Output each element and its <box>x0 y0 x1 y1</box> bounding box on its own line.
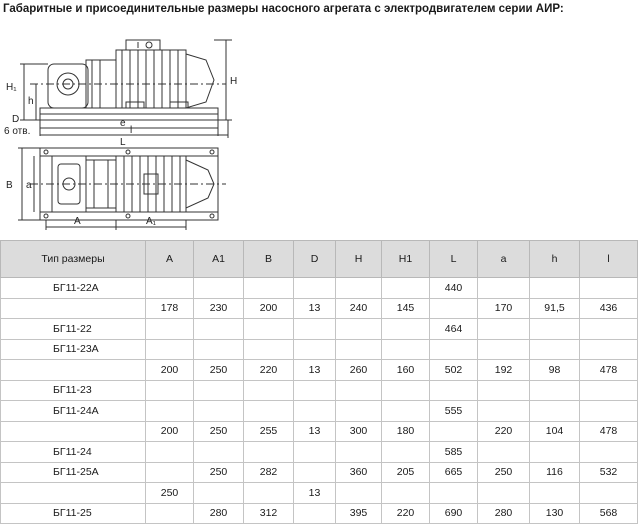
cell-value: 255 <box>244 421 294 442</box>
cell-value <box>294 442 336 463</box>
cell-value <box>530 401 580 422</box>
cell-value <box>294 278 336 299</box>
cell-value: 260 <box>336 360 382 381</box>
cell-value: 282 <box>244 462 294 483</box>
pump-unit-drawing <box>0 24 640 232</box>
cell-value <box>382 380 430 401</box>
cell-value <box>478 442 530 463</box>
cell-value <box>382 483 430 504</box>
cell-value <box>530 278 580 299</box>
cell-value <box>382 442 430 463</box>
table-row <box>1 339 638 360</box>
label-e: e <box>120 118 126 129</box>
cell-value <box>194 401 244 422</box>
cell-value <box>478 380 530 401</box>
cell-value: 13 <box>294 421 336 442</box>
cell-value: 280 <box>478 503 530 524</box>
table-row <box>1 278 638 299</box>
cell-value <box>478 319 530 340</box>
cell-value: 478 <box>580 421 638 442</box>
cell-value: 568 <box>580 503 638 524</box>
header-h-small: h <box>530 241 580 278</box>
cell-value: 312 <box>244 503 294 524</box>
cell-value <box>146 339 194 360</box>
cell-value <box>478 483 530 504</box>
cell-value: 532 <box>580 462 638 483</box>
cell-value <box>336 483 382 504</box>
cell-value: 250 <box>146 483 194 504</box>
cell-value <box>146 380 194 401</box>
cell-value <box>580 319 638 340</box>
cell-value <box>336 278 382 299</box>
table-row <box>1 503 638 524</box>
cell-type: БГ11-22А <box>1 278 146 299</box>
cell-value: 13 <box>294 298 336 319</box>
cell-value: 192 <box>478 360 530 381</box>
side-view <box>20 40 232 138</box>
header-h: H <box>336 241 382 278</box>
cell-value: 104 <box>530 421 580 442</box>
cell-value <box>478 339 530 360</box>
cell-value <box>244 319 294 340</box>
header-a-small: a <box>478 241 530 278</box>
cell-value <box>478 401 530 422</box>
cell-value <box>244 278 294 299</box>
header-l-small: l <box>580 241 638 278</box>
cell-type <box>1 483 146 504</box>
cell-value <box>336 339 382 360</box>
cell-value: 690 <box>430 503 478 524</box>
table-row <box>1 421 638 442</box>
cell-value: 250 <box>194 421 244 442</box>
cell-value <box>194 339 244 360</box>
cell-value: 436 <box>580 298 638 319</box>
cell-value: 220 <box>382 503 430 524</box>
cell-value: 300 <box>336 421 382 442</box>
cell-type: БГ11-23А <box>1 339 146 360</box>
cell-value <box>430 380 478 401</box>
cell-value: 502 <box>430 360 478 381</box>
cell-type: БГ11-22 <box>1 319 146 340</box>
cell-value: 205 <box>382 462 430 483</box>
cell-value <box>382 278 430 299</box>
cell-value <box>244 339 294 360</box>
cell-value <box>244 401 294 422</box>
cell-type <box>1 298 146 319</box>
label-d: D <box>12 114 20 125</box>
cell-value <box>580 483 638 504</box>
cell-value <box>382 319 430 340</box>
page-heading: Габаритные и присоединительные размеры насосного агрегата с электродвигателем серии АИР: <box>3 3 564 15</box>
header-type: Тип размеры <box>1 241 146 278</box>
header-a: A <box>146 241 194 278</box>
cell-value <box>382 401 430 422</box>
cell-value: 13 <box>294 360 336 381</box>
cell-value <box>294 401 336 422</box>
cell-value <box>146 401 194 422</box>
label-B: B <box>6 180 13 191</box>
cell-value: 440 <box>430 278 478 299</box>
cell-value <box>580 380 638 401</box>
table-header-row <box>1 241 638 278</box>
label-A1: A₁ <box>146 216 157 227</box>
label-holes: 6 отв. <box>4 126 31 137</box>
cell-value <box>530 339 580 360</box>
dimensions-table <box>0 240 638 524</box>
label-L: L <box>120 137 126 148</box>
cell-type: БГ11-24А <box>1 401 146 422</box>
cell-value <box>194 483 244 504</box>
cell-value: 200 <box>146 421 194 442</box>
cell-value: 555 <box>430 401 478 422</box>
cell-type <box>1 360 146 381</box>
cell-value <box>146 319 194 340</box>
cell-value <box>530 319 580 340</box>
cell-value <box>530 380 580 401</box>
cell-value: 250 <box>194 462 244 483</box>
cell-value: 464 <box>430 319 478 340</box>
label-a: a <box>26 180 32 191</box>
cell-value: 130 <box>530 503 580 524</box>
cell-type: БГ11-25 <box>1 503 146 524</box>
cell-value: 200 <box>146 360 194 381</box>
cell-value: 250 <box>194 360 244 381</box>
cell-value: 13 <box>294 483 336 504</box>
cell-value: 280 <box>194 503 244 524</box>
cell-value: 665 <box>430 462 478 483</box>
cell-value <box>336 380 382 401</box>
cell-value <box>146 442 194 463</box>
table-row <box>1 462 638 483</box>
cell-type: БГ11-24 <box>1 442 146 463</box>
cell-value <box>194 278 244 299</box>
cell-value <box>294 339 336 360</box>
cell-value: 240 <box>336 298 382 319</box>
table-row <box>1 380 638 401</box>
label-l: l <box>130 125 133 136</box>
cell-value: 116 <box>530 462 580 483</box>
top-view <box>18 148 226 230</box>
cell-value <box>194 380 244 401</box>
label-A: A <box>74 216 81 227</box>
cell-type: БГ11-23 <box>1 380 146 401</box>
cell-value <box>294 380 336 401</box>
cell-value <box>244 380 294 401</box>
cell-value <box>430 298 478 319</box>
table-row <box>1 442 638 463</box>
cell-value: 200 <box>244 298 294 319</box>
header-l-total: L <box>430 241 478 278</box>
cell-value: 478 <box>580 360 638 381</box>
cell-value: 180 <box>382 421 430 442</box>
cell-value: 250 <box>478 462 530 483</box>
cell-value <box>478 278 530 299</box>
cell-value <box>580 339 638 360</box>
table-row <box>1 483 638 504</box>
cell-value <box>430 483 478 504</box>
cell-value: 360 <box>336 462 382 483</box>
cell-value <box>530 483 580 504</box>
header-h1: H1 <box>382 241 430 278</box>
cell-value <box>294 462 336 483</box>
table-row <box>1 360 638 381</box>
cell-value <box>146 462 194 483</box>
cell-value <box>382 339 430 360</box>
table-row <box>1 298 638 319</box>
cell-value: 145 <box>382 298 430 319</box>
header-d: D <box>294 241 336 278</box>
cell-value: 395 <box>336 503 382 524</box>
cell-value <box>244 483 294 504</box>
cell-value: 170 <box>478 298 530 319</box>
cell-value: 220 <box>244 360 294 381</box>
cell-value <box>294 319 336 340</box>
cell-value <box>580 278 638 299</box>
label-h: h <box>28 96 34 107</box>
cell-value: 178 <box>146 298 194 319</box>
cell-type: БГ11-25А <box>1 462 146 483</box>
cell-value <box>194 319 244 340</box>
header-b: B <box>244 241 294 278</box>
cell-value <box>580 401 638 422</box>
cell-value <box>194 442 244 463</box>
cell-value <box>146 278 194 299</box>
cell-value: 230 <box>194 298 244 319</box>
cell-value <box>244 442 294 463</box>
cell-value <box>336 442 382 463</box>
cell-value <box>580 442 638 463</box>
cell-value <box>430 421 478 442</box>
table-row <box>1 319 638 340</box>
label-H: H <box>230 76 238 87</box>
cell-value <box>146 503 194 524</box>
table-row <box>1 401 638 422</box>
cell-value: 220 <box>478 421 530 442</box>
cell-value <box>336 401 382 422</box>
cell-value <box>336 319 382 340</box>
cell-type <box>1 421 146 442</box>
header-a1: A1 <box>194 241 244 278</box>
cell-value <box>430 339 478 360</box>
cell-value <box>294 503 336 524</box>
cell-value: 91,5 <box>530 298 580 319</box>
cell-value <box>530 442 580 463</box>
cell-value: 585 <box>430 442 478 463</box>
label-h1: H₁ <box>6 82 17 93</box>
cell-value: 98 <box>530 360 580 381</box>
cell-value: 160 <box>382 360 430 381</box>
